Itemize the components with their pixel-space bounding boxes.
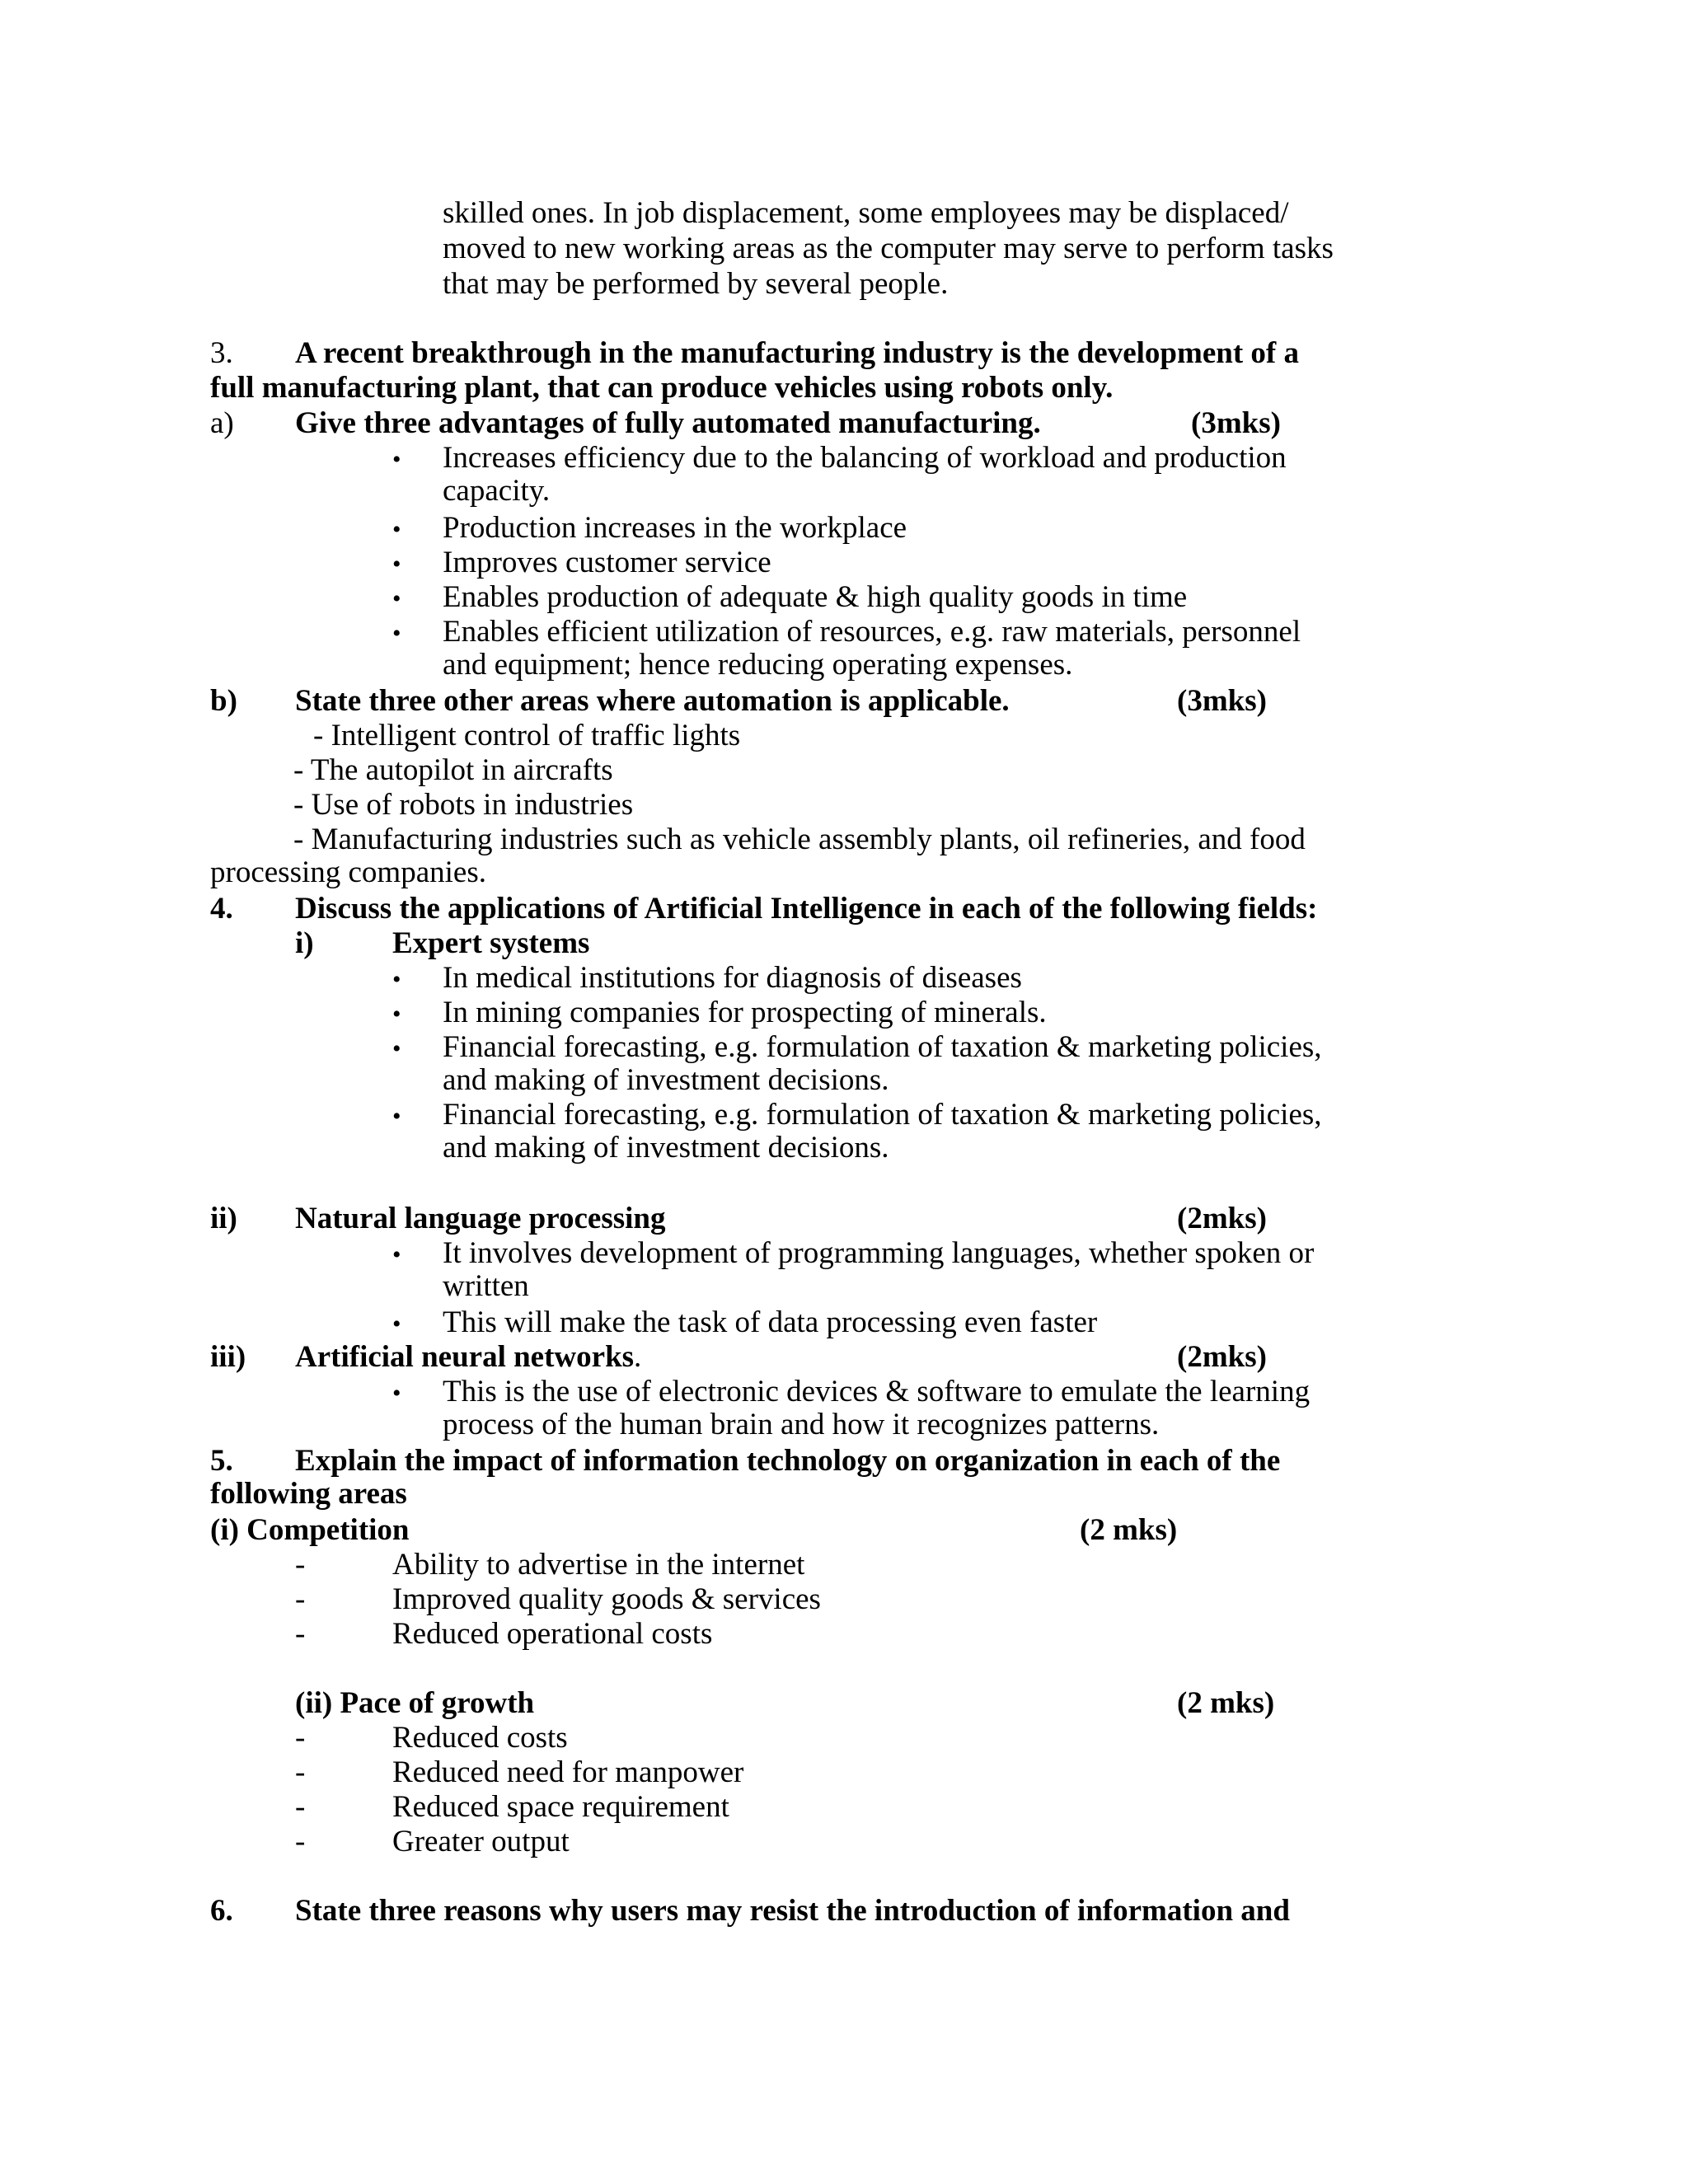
q3a-bullet-2: Production increases in the workplace — [443, 511, 907, 545]
bullet-icon: • — [392, 1103, 401, 1130]
q4ii-title: Natural language processing — [295, 1202, 666, 1235]
q5ii-item-4: Greater output — [392, 1825, 570, 1858]
q3a-marks: (3mks) — [1191, 406, 1281, 440]
q3b-item-4-line-2: processing companies. — [210, 855, 486, 889]
q5ii-marks: (2 mks) — [1177, 1686, 1275, 1720]
q3a-bullet-5-line-2: and equipment; hence reducing operating expenses. — [443, 648, 1073, 682]
q4ii-bullet-2: This will make the task of data processing even faster — [443, 1305, 1098, 1339]
dash: - — [295, 1755, 306, 1789]
q4i-bullet-1: In medical institutions for diagnosis of diseases — [443, 961, 1022, 995]
q6-stem-line-1: State three reasons why users may resist the introduction of information and — [295, 1894, 1290, 1928]
bullet-icon: • — [392, 1001, 401, 1028]
q5i-title: (i) Competition — [210, 1513, 410, 1547]
q3a-bullet-1-line-2: capacity. — [443, 474, 551, 508]
q5ii-item-3: Reduced space requirement — [392, 1790, 729, 1824]
q5ii-title: (ii) Pace of growth — [295, 1686, 535, 1720]
bullet-icon: • — [392, 1310, 401, 1338]
bullet-icon: • — [392, 1035, 401, 1062]
q4-number: 4. — [210, 892, 233, 926]
q4iii-bullet-1-line-2: process of the human brain and how it recognizes patterns. — [443, 1408, 1160, 1441]
q5ii-item-2: Reduced need for manpower — [392, 1755, 744, 1789]
q5ii-item-1: Reduced costs — [392, 1721, 568, 1755]
dash: - — [295, 1825, 306, 1858]
q3b-item-1: - Intelligent control of traffic lights — [313, 719, 741, 752]
q4iii-title: Artificial neural networks — [295, 1340, 635, 1374]
q4i-label: i) — [295, 926, 314, 960]
q3-stem-line-2: full manufacturing plant, that can produce vehicles using robots only. — [210, 371, 1114, 405]
q3b-label: b) — [210, 684, 237, 718]
q5i-item-2: Improved quality goods & services — [392, 1582, 821, 1616]
q4iii-title-wrap — [295, 1340, 641, 1375]
q3b-question: State three other areas where automation is applicable. — [295, 684, 1010, 718]
q5-number: 5. — [210, 1444, 233, 1478]
q5i-item-1: Ability to advertise in the internet — [392, 1548, 805, 1582]
q6-number: 6. — [210, 1894, 233, 1928]
bullet-icon: • — [392, 1241, 401, 1268]
q4iii-label: iii) — [210, 1340, 246, 1374]
q3a-bullet-1-line-1: Increases efficiency due to the balancing of workload and production — [443, 441, 1287, 475]
q4ii-bullet-1-line-1: It involves development of programming languages, whether spoken or — [443, 1236, 1315, 1270]
q3b-item-2: - The autopilot in aircrafts — [293, 753, 613, 787]
q4ii-bullet-1-line-2: written — [443, 1269, 529, 1303]
q3a-bullet-5-line-1: Enables efficient utilization of resources, e.g. raw materials, personnel — [443, 615, 1301, 649]
q5i-item-3: Reduced operational costs — [392, 1617, 713, 1651]
q3a-bullet-4: Enables production of adequate & high quality goods in time — [443, 580, 1188, 614]
q3a-question: Give three advantages of fully automated manufacturing. — [295, 406, 1041, 440]
q5i-marks: (2 mks) — [1080, 1513, 1178, 1547]
dash: - — [295, 1548, 306, 1582]
dash: - — [295, 1617, 306, 1651]
q4i-bullet-3-line-1: Financial forecasting, e.g. formulation of taxation & marketing policies, — [443, 1030, 1322, 1064]
bullet-icon: • — [392, 1380, 401, 1407]
q4i-bullet-4-line-2: and making of investment decisions. — [443, 1131, 889, 1165]
intro-line-3: that may be performed by several people. — [443, 267, 949, 301]
q3b-item-3: - Use of robots in industries — [293, 788, 634, 822]
q4iii-bullet-1-line-1: This is the use of electronic devices & software to emulate the learning — [443, 1375, 1311, 1408]
q3-number: 3. — [210, 336, 233, 370]
q4-stem: Discuss the applications of Artificial Intelligence in each of the following fields: — [295, 892, 1318, 926]
dash: - — [295, 1721, 306, 1755]
bullet-icon: • — [392, 446, 401, 473]
q4ii-label: ii) — [210, 1202, 237, 1235]
bullet-icon: • — [392, 620, 401, 647]
bullet-icon: • — [392, 516, 401, 543]
bullet-icon: • — [392, 966, 401, 993]
q5-stem-line-1: Explain the impact of information technology on organization in each of the — [295, 1444, 1281, 1478]
intro-line-2: moved to new working areas as the computer may serve to perform tasks — [443, 232, 1334, 265]
dash: - — [295, 1582, 306, 1616]
intro-line-1: skilled ones. In job displacement, some employees may be displaced/ — [443, 196, 1289, 230]
q4ii-marks: (2mks) — [1177, 1202, 1267, 1235]
q5-stem-line-2: following areas — [210, 1477, 407, 1511]
q4i-title: Expert systems — [392, 926, 590, 960]
q3b-item-4-line-1: - Manufacturing industries such as vehicle assembly plants, oil refineries, and food — [293, 823, 1306, 856]
q3a-label: a) — [210, 406, 234, 440]
q4i-bullet-3-line-2: and making of investment decisions. — [443, 1063, 889, 1097]
q3b-marks: (3mks) — [1177, 684, 1267, 718]
q4iii-marks: (2mks) — [1177, 1340, 1267, 1374]
bullet-icon: • — [392, 551, 401, 578]
q3-stem-line-1: A recent breakthrough in the manufacturing industry is the development of a — [295, 336, 1299, 370]
q4iii-title-dot: . — [634, 1340, 642, 1374]
bullet-icon: • — [392, 585, 401, 612]
q3a-bullet-3: Improves customer service — [443, 546, 771, 579]
dash: - — [295, 1790, 306, 1824]
q4i-bullet-4-line-1: Financial forecasting, e.g. formulation of taxation & marketing policies, — [443, 1098, 1322, 1132]
q4i-bullet-2: In mining companies for prospecting of minerals. — [443, 996, 1047, 1029]
